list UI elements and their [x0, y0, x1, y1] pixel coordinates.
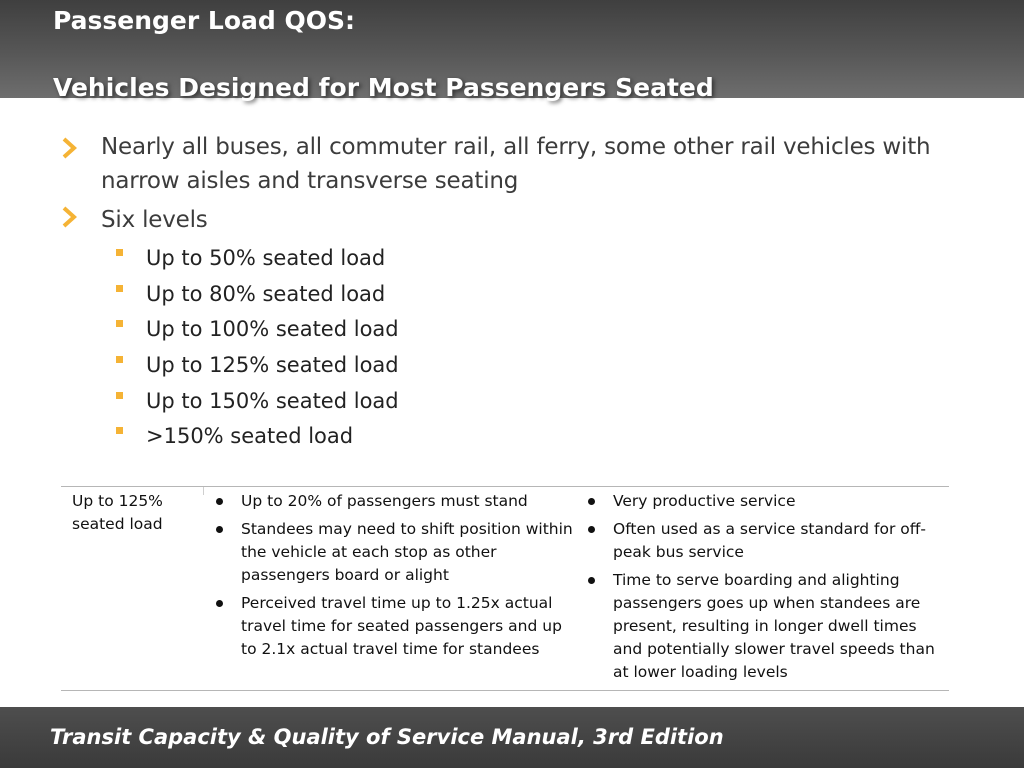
square-bullet-icon — [116, 356, 123, 363]
square-bullet-icon — [116, 285, 123, 292]
list-item — [585, 569, 935, 684]
list-item-text: Perceived travel time up to 1.25x actual travel time for seated passengers and up to 2.1x actual travel time for standees — [241, 594, 562, 658]
table-cell-operations — [585, 490, 935, 689]
chevron-right-icon — [60, 134, 80, 164]
sub-bullet-item: Up to 80% seated load — [146, 282, 386, 306]
sub-bullet-item: Up to 50% seated load — [146, 246, 386, 270]
square-bullet-icon — [116, 392, 123, 399]
list-item — [213, 592, 573, 661]
list-item-text: Time to serve boarding and alighting passengers goes up when standees are present, resulting in longer dwell times and potentially slower travel speeds than at lower loading levels — [613, 571, 935, 681]
list-item — [213, 518, 573, 587]
column-divider — [203, 487, 204, 495]
chevron-right-icon — [60, 203, 80, 233]
bullet-item: Nearly all buses, all commuter rail, all ferry, some other rail vehicles with narrow aisles and transverse seating — [101, 134, 931, 194]
sub-bullet-item: Up to 150% seated load — [146, 389, 399, 413]
list-item-text: Often used as a service standard for off-peak bus service — [613, 520, 926, 561]
dot-bullet-icon — [216, 600, 223, 607]
page-title: Passenger Load QOS: — [53, 6, 356, 35]
dot-bullet-icon — [588, 526, 595, 533]
sub-bullet-item: Up to 100% seated load — [146, 317, 399, 341]
list-item-text: Standees may need to shift position within the vehicle at each stop as other passengers board or alight — [241, 520, 573, 584]
page-subtitle: Vehicles Designed for Most Passengers Seated — [53, 73, 714, 102]
dot-bullet-icon — [588, 498, 595, 505]
table-row-label: Up to 125% seated load — [72, 492, 163, 533]
dot-bullet-icon — [216, 526, 223, 533]
qos-table — [61, 486, 949, 691]
list-item — [585, 490, 935, 513]
list-item-text: Very productive service — [613, 492, 796, 510]
sub-bullet-item: Up to 125% seated load — [146, 353, 399, 377]
square-bullet-icon — [116, 320, 123, 327]
bullet-item: Six levels — [101, 207, 208, 233]
list-item — [585, 518, 935, 564]
list-item-text: Up to 20% of passengers must stand — [241, 492, 528, 510]
list-item — [213, 490, 573, 513]
dot-bullet-icon — [216, 498, 223, 505]
square-bullet-icon — [116, 249, 123, 256]
sub-bullet-item: >150% seated load — [146, 424, 354, 448]
footer-text: Transit Capacity & Quality of Service Manual, 3rd Edition — [50, 725, 724, 749]
footer-band — [0, 707, 1024, 768]
square-bullet-icon — [116, 427, 123, 434]
table-cell-description — [213, 490, 573, 666]
dot-bullet-icon — [588, 577, 595, 584]
